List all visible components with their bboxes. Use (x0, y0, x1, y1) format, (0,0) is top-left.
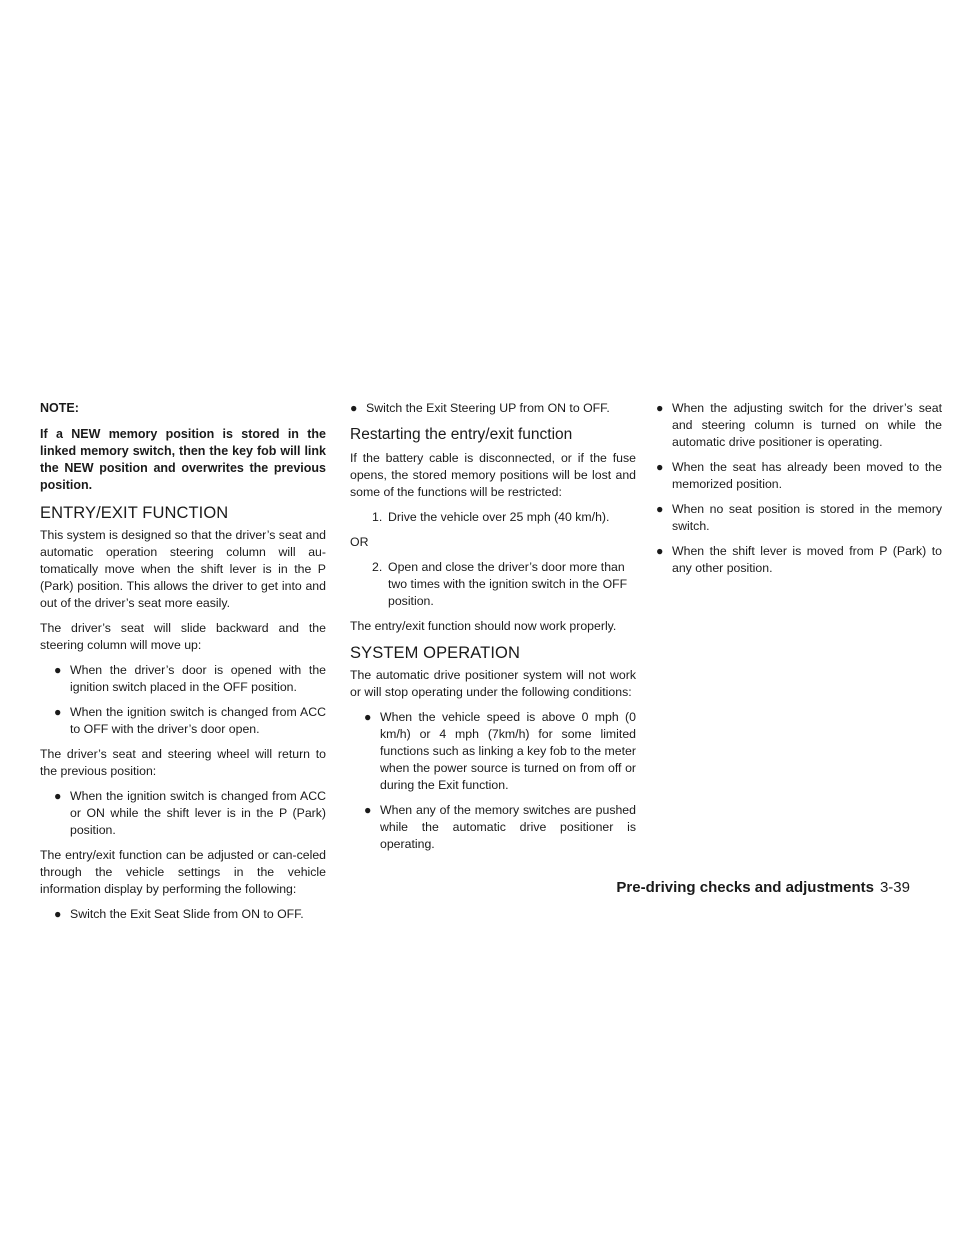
step-item (350, 509, 636, 526)
column-1 (40, 400, 326, 931)
list-item (350, 400, 636, 417)
list-item (656, 543, 942, 577)
paragraph: If the battery cable is disconnected, or if the fuse opens, the stored memory positions will be lost and some of the functions will be restricted: (350, 451, 636, 499)
paragraph: The driver’s seat will slide backward and the steering column will move up: (40, 621, 326, 652)
list-item-text: When the seat has already been moved to the memorized position. (672, 460, 942, 491)
bullet-icon: ● (656, 502, 664, 516)
bullet-icon: ● (54, 789, 62, 803)
bullet-icon: ● (656, 544, 664, 558)
or-separator: OR (350, 535, 369, 549)
bullet-list (350, 709, 636, 853)
list-item (350, 802, 636, 853)
paragraph: The entry/exit function should now work properly. (350, 619, 617, 633)
heading-entry-exit-function: ENTRY/EXIT FUNCTION (40, 504, 229, 522)
list-item-text: When the driver’s door is opened with the ignition switch placed in the OFF position. (70, 663, 326, 694)
footer-section-title: Pre-driving checks and adjustments (616, 879, 874, 896)
bullet-list (656, 400, 942, 577)
list-item (40, 704, 326, 738)
list-item-text: When no seat position is stored in the memory switch. (672, 502, 942, 533)
bullet-list (40, 662, 326, 738)
list-item-text: When the ignition switch is changed from ACC or ON while the shift lever is in the P (Park) position. (70, 789, 326, 837)
list-item-text: Switch the Exit Seat Slide from ON to OFF. (70, 907, 304, 921)
step-text: Open and close the driver’s door more than two times with the ignition switch in the OFF position. (388, 560, 628, 608)
page-number: 3-39 (879, 879, 910, 896)
step-list (350, 509, 636, 526)
list-item-text: When the ignition switch is changed from ACC to OFF with the driver’s door open. (70, 705, 326, 736)
bullet-icon: ● (656, 460, 664, 474)
list-item (40, 906, 326, 923)
list-item (656, 400, 942, 451)
bullet-list (40, 788, 326, 839)
note-label: NOTE: (40, 401, 79, 415)
bullet-icon: ● (350, 401, 358, 415)
list-item-text: When the vehicle speed is above 0 mph (0 km/h) or 4 mph (7km/h) for some limited functions such as linking a key fob to the meter when the power source is turned on from off or during the Exit function. (380, 710, 636, 792)
bullet-icon: ● (54, 907, 62, 921)
bullet-icon: ● (364, 803, 372, 817)
step-item (350, 559, 636, 610)
paragraph: The driver’s seat and steering wheel will return to the previous position: (40, 747, 326, 778)
bullet-icon: ● (54, 663, 62, 677)
step-text: Drive the vehicle over 25 mph (40 km/h). (388, 510, 610, 524)
bullet-icon: ● (656, 401, 664, 415)
list-item (350, 709, 636, 794)
list-item (40, 788, 326, 839)
column-3 (656, 400, 942, 585)
list-item-text: When any of the memory switches are pushed while the automatic drive positioner is operating. (380, 803, 636, 851)
bullet-icon: ● (54, 705, 62, 719)
step-list (350, 559, 636, 610)
paragraph: The automatic drive positioner system will not work or will stop operating under the following conditions: (350, 668, 636, 699)
paragraph: The entry/exit function can be adjusted or can-celed through the vehicle settings in the vehicle information display by performing the following: (40, 848, 326, 896)
bullet-list (40, 906, 326, 923)
list-item (656, 501, 942, 535)
step-number: 1. (372, 510, 383, 524)
list-item-text: Switch the Exit Steering UP from ON to OFF. (366, 401, 610, 415)
bullet-list (350, 400, 636, 417)
heading-restarting-entry-exit: Restarting the entry/exit function (350, 426, 573, 443)
bullet-icon: ● (364, 710, 372, 724)
list-item-text: When the adjusting switch for the driver’s seat and steering column is turned on while the automatic drive positioner is operating. (672, 401, 942, 449)
step-number: 2. (372, 560, 383, 574)
list-item (656, 459, 942, 493)
note-body: If a NEW memory position is stored in the linked memory switch, then the key fob will link the NEW position and overwrites the previous position. (40, 427, 326, 492)
list-item-text: When the shift lever is moved from P (Park) to any other position. (672, 544, 942, 575)
paragraph: This system is designed so that the driver’s seat and automatic operation steering column will au-tomatically move when the shift lever is in the P (Park) position. This allows the driver to get into and out of the driver’s seat more easily. (40, 528, 326, 610)
heading-system-operation: SYSTEM OPERATION (350, 644, 520, 662)
column-2 (350, 400, 636, 861)
list-item (40, 662, 326, 696)
page-footer (616, 879, 910, 896)
